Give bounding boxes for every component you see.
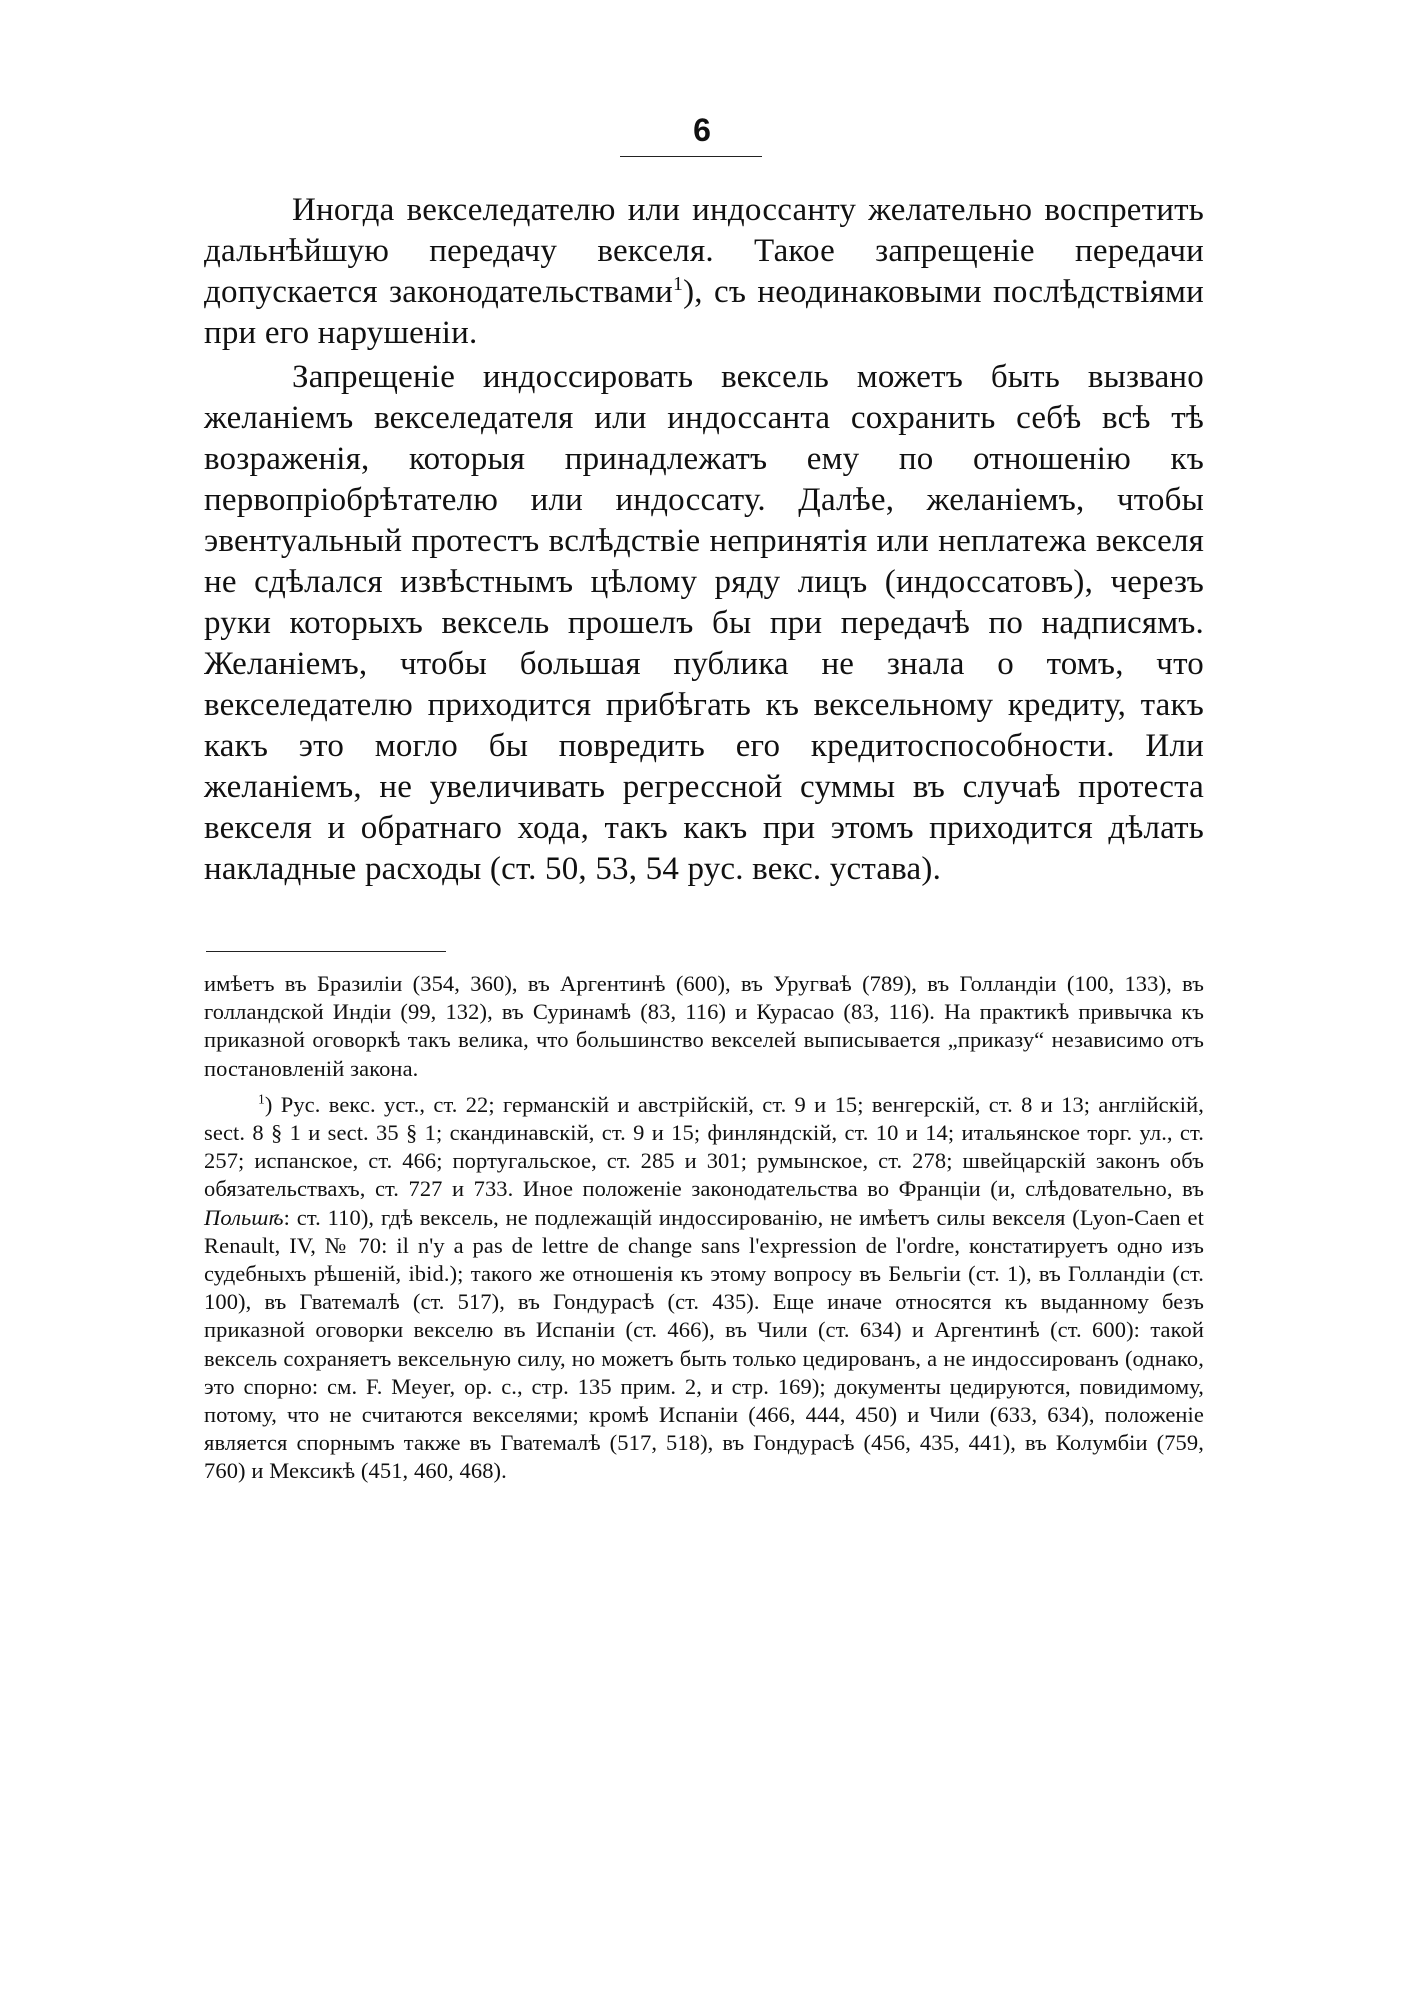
- footnote-1: [204, 1091, 1204, 1486]
- footnote-1-italic-term: Польшѣ: [204, 1204, 284, 1230]
- paragraph-2: Запрещеніе индоссировать вексель можетъ быть вызвано желаніемъ векселедателя или индоссанта сохранить себѣ всѣ тѣ возраженія, которыя принадлежатъ ему по отношенію къ первопріобрѣтателю или индоссату. Далѣе, желаніемъ, чтобы эвентуальный протестъ вслѣдствіе непринятія или неплатежа векселя не сдѣлался извѣстнымъ цѣлому ряду лицъ (индоссатовъ), черезъ руки которыхъ вексель прошелъ бы при передачѣ по надписямъ. Желаніемъ, чтобы большая публика не знала о томъ, что векселедателю приходится прибѣгать къ вексельному кредиту, такъ какъ это могло бы повредить его кредитоспособности. Или желаніемъ, не увеличивать регрессной суммы въ случаѣ протеста векселя и обратнаго хода, такъ какъ при этомъ приходится дѣлать накладные расходы (ст. 50, 53, 54 рус. векс. устава).: [204, 359, 1204, 887]
- footnotes: [204, 970, 1204, 1486]
- footnote-continuation: имѣетъ въ Бразиліи (354, 360), въ Аргентинѣ (600), въ Уругваѣ (789), въ Голландіи (100, 133), въ голландской Индіи (99, 132), въ Суринамѣ (83, 116) и Курасао (83, 116). На практикѣ привычка къ приказной оговоркѣ такъ велика, что большинство векселей выписывается „приказу“ независимо отъ постановленій закона.: [204, 971, 1204, 1081]
- page-number-rule: [620, 156, 762, 157]
- footnote-ref-marker: 1: [672, 273, 684, 295]
- footnote-1-text-end: : ст. 110), гдѣ вексель, не подлежащій индоссированію, не имѣетъ силы векселя (Lyon-Caen et Renault, IV, № 70: il n'y a pas de lettre de change sans l'expression de l'ordre, констатируетъ одно изъ судебныхъ рѣшеній, ibid.); такого же отношенія къ этому вопросу въ Бельгіи (ст. 1), въ Голландіи (ст. 100), въ Гватемалѣ (ст. 517), въ Гондурасѣ (ст. 435). Еще иначе относятся къ выданному безъ приказной оговорки векселю въ Испаніи (ст. 466), въ Чили (ст. 634) и Аргентинѣ (ст. 600): такой вексель сохраняетъ вексельную силу, но можетъ быть только цедированъ, а не индоссированъ (однако, это спорно: см. F. Meyer, op. c., стр. 135 прим. 2, и стр. 169); документы цедируются, повидимому, потому, что не считаются векселями; кромѣ Испаніи (466, 444, 450) и Чили (633, 634), положеніе является спорнымъ также въ Гватемалѣ (517, 518), въ Гондурасѣ (456, 435, 441), въ Колумбіи (759, 760) и Мексикѣ (451, 460, 468).: [204, 1204, 1204, 1484]
- page-number: 6: [693, 112, 711, 148]
- footnote-1-marker: 1: [258, 1091, 265, 1107]
- paragraph-1-text-end: ), съ неодинаковыми послѣдствіями при его нарушеніи.: [204, 274, 1204, 351]
- main-text: [204, 190, 1204, 890]
- footnote-rule: [206, 951, 446, 952]
- paragraph-1: [204, 190, 1204, 354]
- paragraph-1-text: Иногда векселедателю или индоссанту желательно воспретить дальнѣйшую передачу векселя. Такое запрещеніе передачи допускается законодательствами: [204, 192, 1204, 310]
- footnote-1-text: ) Рус. векс. уст., ст. 22; германскій и австрійскій, ст. 9 и 15; венгерскій, ст. 8 и 13; англійскій, sect. 8 § 1 и sect. 35 § 1; скандинавскій, ст. 9 и 15; финляндскій, ст. 10 и 14; итальянское торг. ул., ст. 257; испанское, ст. 466; португальское, ст. 285 и 301; румынское, ст. 278; швейцарскій законъ объ обязательствахъ, ст. 727 и 733. Иное положеніе законодательства во Франціи (и, слѣдовательно, въ: [204, 1091, 1204, 1202]
